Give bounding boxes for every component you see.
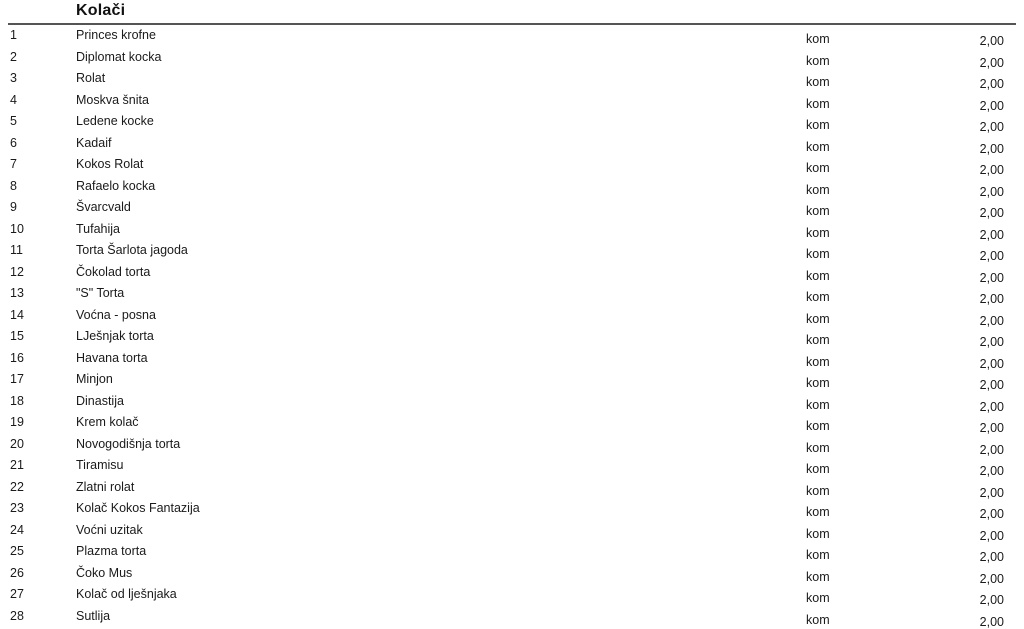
- item-quantity: 2,00: [979, 614, 1004, 629]
- item-name: Sutlija: [76, 608, 111, 623]
- item-name: Krem kolač: [76, 415, 139, 429]
- item-unit: kom: [806, 139, 830, 154]
- item-unit: kom: [806, 161, 830, 175]
- items-list: [0, 26, 1024, 628]
- item-quantity: 2,00: [979, 227, 1004, 242]
- item-unit: kom: [806, 591, 830, 605]
- item-name: Kadaif: [76, 135, 112, 150]
- item-number: 20: [10, 436, 24, 451]
- item-unit: kom: [806, 419, 830, 433]
- list-item: [0, 220, 1024, 242]
- item-quantity: 2,00: [979, 335, 1004, 349]
- item-name: LJešnjak torta: [76, 329, 154, 343]
- item-number: 25: [10, 544, 24, 558]
- item-number: 14: [10, 307, 24, 322]
- list-item: [0, 499, 1024, 521]
- item-quantity: 2,00: [979, 442, 1004, 457]
- item-number: 22: [10, 479, 24, 494]
- item-name: Torta Šarlota jagoda: [76, 243, 188, 257]
- item-quantity: 2,00: [979, 507, 1004, 521]
- item-quantity: 2,00: [979, 464, 1004, 478]
- item-unit: kom: [806, 53, 830, 68]
- item-number: 24: [10, 522, 24, 537]
- item-quantity: 2,00: [979, 141, 1004, 156]
- list-item: [0, 241, 1024, 263]
- item-quantity: 2,00: [979, 571, 1004, 586]
- list-item: [0, 521, 1024, 543]
- item-number: 19: [10, 415, 24, 429]
- item-quantity: 2,00: [979, 421, 1004, 435]
- item-quantity: 2,00: [979, 593, 1004, 607]
- list-item: [0, 263, 1024, 285]
- item-quantity: 2,00: [979, 270, 1004, 285]
- item-quantity: 2,00: [979, 528, 1004, 543]
- item-number: 27: [10, 587, 24, 601]
- item-name: Minjon: [76, 372, 113, 386]
- list-item: [0, 456, 1024, 478]
- item-name: Ledene kocke: [76, 114, 154, 128]
- item-unit: kom: [806, 333, 830, 347]
- item-quantity: 2,00: [979, 292, 1004, 306]
- item-name: Kokos Rolat: [76, 157, 144, 171]
- item-quantity: 2,00: [979, 163, 1004, 177]
- item-unit: kom: [806, 311, 830, 326]
- item-unit: kom: [806, 462, 830, 476]
- list-item: [0, 370, 1024, 392]
- item-unit: kom: [806, 376, 830, 390]
- list-item: [0, 607, 1024, 629]
- item-quantity: 2,00: [979, 184, 1004, 199]
- list-item: [0, 91, 1024, 113]
- item-unit: kom: [806, 268, 830, 283]
- item-unit: kom: [806, 483, 830, 498]
- list-item: [0, 413, 1024, 435]
- item-quantity: 2,00: [979, 356, 1004, 371]
- list-item: [0, 542, 1024, 564]
- list-item: [0, 134, 1024, 156]
- item-name: Rolat: [76, 71, 106, 85]
- item-name: Rafaelo kocka: [76, 178, 156, 193]
- list-item: [0, 155, 1024, 177]
- item-name: Čoko Mus: [76, 565, 133, 580]
- item-quantity: 2,00: [979, 249, 1004, 263]
- item-number: 5: [10, 114, 17, 128]
- item-number: 10: [10, 221, 24, 236]
- list-item: [0, 478, 1024, 500]
- list-item: [0, 564, 1024, 586]
- item-unit: kom: [806, 548, 830, 562]
- item-name: "S" Torta: [76, 286, 125, 300]
- item-quantity: 2,00: [979, 206, 1004, 220]
- item-number: 7: [10, 157, 17, 171]
- item-unit: kom: [806, 32, 830, 46]
- item-number: 1: [10, 28, 17, 42]
- list-item: [0, 112, 1024, 134]
- item-name: Novogodišnja torta: [76, 436, 181, 451]
- item-number: 8: [10, 178, 17, 193]
- item-name: Diplomat kocka: [76, 49, 162, 64]
- item-number: 13: [10, 286, 24, 300]
- item-unit: kom: [806, 204, 830, 218]
- item-quantity: 2,00: [979, 55, 1004, 70]
- item-name: Plazma torta: [76, 544, 147, 558]
- list-item: [0, 48, 1024, 70]
- item-number: 23: [10, 501, 24, 515]
- item-unit: kom: [806, 569, 830, 584]
- list-item: [0, 26, 1024, 48]
- item-number: 9: [10, 200, 17, 214]
- item-quantity: 2,00: [979, 399, 1004, 414]
- item-name: Havana torta: [76, 350, 148, 365]
- item-number: 28: [10, 608, 24, 623]
- item-quantity: 2,00: [979, 485, 1004, 500]
- list-item: [0, 349, 1024, 371]
- item-quantity: 2,00: [979, 34, 1004, 48]
- item-unit: kom: [806, 505, 830, 519]
- item-unit: kom: [806, 182, 830, 197]
- item-number: 11: [10, 243, 23, 257]
- item-name: Kolač od lješnjaka: [76, 587, 177, 601]
- item-unit: kom: [806, 612, 830, 627]
- item-number: 12: [10, 264, 24, 279]
- list-item: [0, 392, 1024, 414]
- item-unit: kom: [806, 225, 830, 240]
- list-item: [0, 585, 1024, 607]
- item-number: 6: [10, 135, 17, 150]
- item-number: 26: [10, 565, 24, 580]
- item-number: 2: [10, 49, 17, 64]
- item-name: Kolač Kokos Fantazija: [76, 501, 200, 515]
- item-name: Švarcvald: [76, 200, 131, 214]
- item-quantity: 2,00: [979, 98, 1004, 113]
- item-unit: kom: [806, 397, 830, 412]
- list-item: [0, 435, 1024, 457]
- item-number: 3: [10, 71, 17, 85]
- section-title: Kolači: [76, 2, 126, 19]
- item-quantity: 2,00: [979, 550, 1004, 564]
- list-item: [0, 177, 1024, 199]
- item-number: 4: [10, 92, 17, 107]
- item-quantity: 2,00: [979, 378, 1004, 392]
- list-item: [0, 198, 1024, 220]
- item-quantity: 2,00: [979, 313, 1004, 328]
- item-unit: kom: [806, 96, 830, 111]
- item-unit: kom: [806, 440, 830, 455]
- item-name: Moskva šnita: [76, 92, 149, 107]
- item-name: Zlatni rolat: [76, 479, 135, 494]
- item-unit: kom: [806, 247, 830, 261]
- item-unit: kom: [806, 118, 830, 132]
- item-unit: kom: [806, 354, 830, 369]
- list-item: [0, 69, 1024, 91]
- list-item: [0, 284, 1024, 306]
- item-name: Voćna - posna: [76, 307, 156, 322]
- item-unit: kom: [806, 526, 830, 541]
- item-number: 16: [10, 350, 24, 365]
- list-item: [0, 327, 1024, 349]
- item-quantity: 2,00: [979, 77, 1004, 91]
- item-name: Voćni uzitak: [76, 522, 143, 537]
- list-item: [0, 306, 1024, 328]
- title-divider: [8, 23, 1016, 25]
- item-number: 21: [10, 458, 24, 472]
- item-number: 18: [10, 393, 24, 408]
- item-unit: kom: [806, 290, 830, 304]
- item-name: Tufahija: [76, 221, 121, 236]
- item-unit: kom: [806, 75, 830, 89]
- item-number: 17: [10, 372, 24, 386]
- item-name: Princes krofne: [76, 28, 156, 42]
- item-quantity: 2,00: [979, 120, 1004, 134]
- item-number: 15: [10, 329, 24, 343]
- item-name: Tiramisu: [76, 458, 124, 472]
- item-name: Čokolad torta: [76, 264, 151, 279]
- item-name: Dinastija: [76, 393, 124, 408]
